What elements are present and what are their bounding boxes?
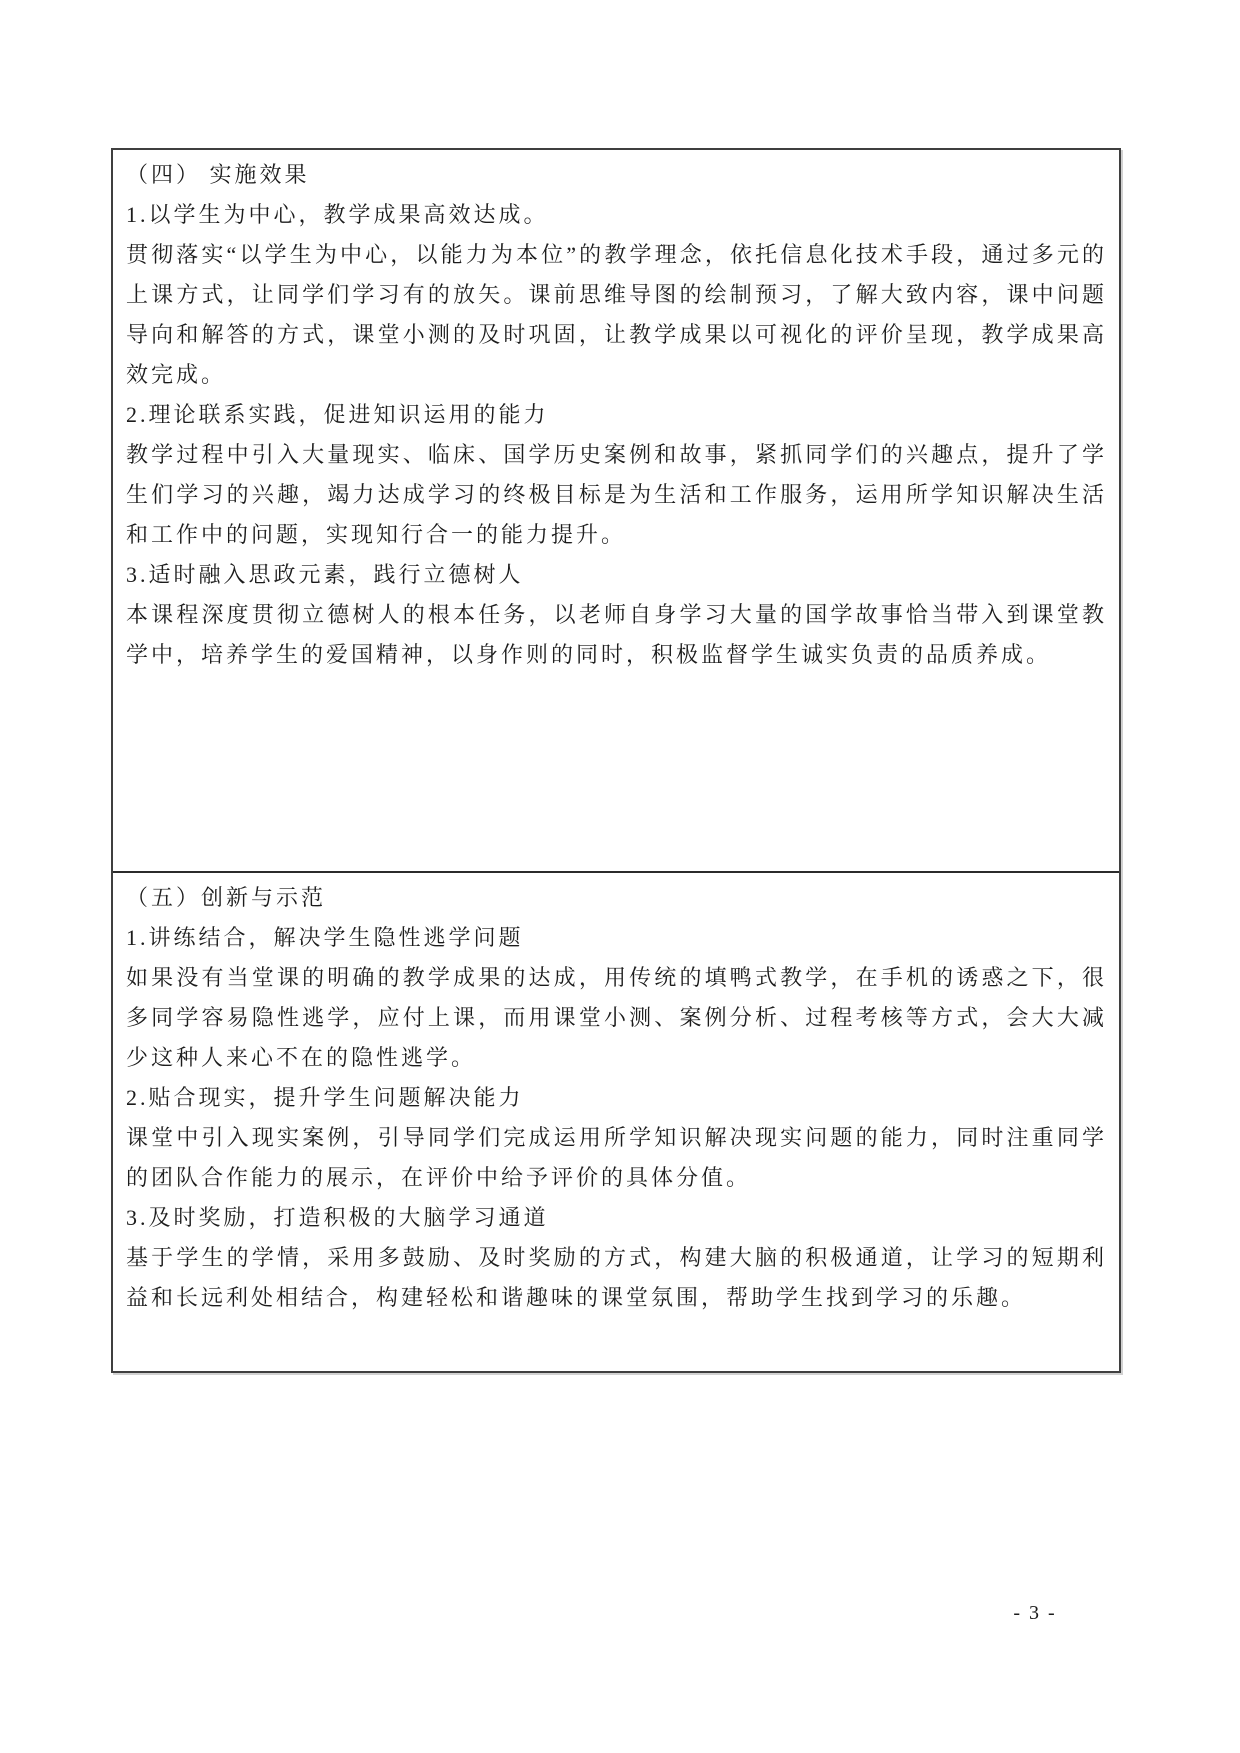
section-innovation-demonstration <box>113 871 1119 1371</box>
section-heading: （五）创新与示范 <box>126 885 327 910</box>
paragraph: 教学过程中引入大量现实、临床、国学历史案例和故事，紧抓同学们的兴趣点，提升了学生们学习的兴趣，竭力达成学习的终极目标是为生活和工作服务，运用所学知识解决生活和工作中的问题，实现知行合一的能力提升。 <box>126 442 1107 547</box>
paragraph: 如果没有当堂课的明确的教学成果的达成，用传统的填鸭式教学，在手机的诱惑之下，很多同学容易隐性逃学，应付上课，而用课堂小测、案例分析、过程考核等方式，会大大减少这种人来心不在的隐性逃学。 <box>126 965 1107 1070</box>
paragraph: 3.适时融入思政元素，践行立德树人 <box>126 562 524 587</box>
paragraph: 2.贴合现实，提升学生问题解决能力 <box>126 1085 524 1110</box>
paragraph: 基于学生的学情，采用多鼓励、及时奖励的方式，构建大脑的积极通道，让学习的短期利益和长远利处相结合，构建轻松和谐趣味的课堂氛围，帮助学生找到学习的乐趣。 <box>126 1245 1107 1310</box>
paragraph: 贯彻落实“以学生为中心，以能力为本位”的教学理念，依托信息化技术手段，通过多元的上课方式，让同学们学习有的放矢。课前思维导图的绘制预习，了解大致内容，课中问题导向和解答的方式，课堂小测的及时巩固，让教学成果以可视化的评价呈现，教学成果高效完成。 <box>126 242 1107 387</box>
paragraph: 2.理论联系实践，促进知识运用的能力 <box>126 402 549 427</box>
paragraph: 课堂中引入现实案例，引导同学们完成运用所学知识解决现实问题的能力，同时注重同学的团队合作能力的展示，在评价中给予评价的具体分值。 <box>126 1125 1107 1190</box>
paragraph: 1.讲练结合，解决学生隐性逃学问题 <box>126 925 524 950</box>
paragraph: 1.以学生为中心，教学成果高效达成。 <box>126 202 549 227</box>
section-implementation-effects <box>113 150 1119 871</box>
page-number: - 3 - <box>1013 1602 1057 1624</box>
section-heading: （四） 实施效果 <box>126 162 310 187</box>
paragraph: 3.及时奖励，打造积极的大脑学习通道 <box>126 1205 549 1230</box>
review-table <box>111 148 1121 1373</box>
paragraph: 本课程深度贯彻立德树人的根本任务，以老师自身学习大量的国学故事恰当带入到课堂教学中，培养学生的爱国精神，以身作则的同时，积极监督学生诚实负责的品质养成。 <box>126 602 1107 667</box>
